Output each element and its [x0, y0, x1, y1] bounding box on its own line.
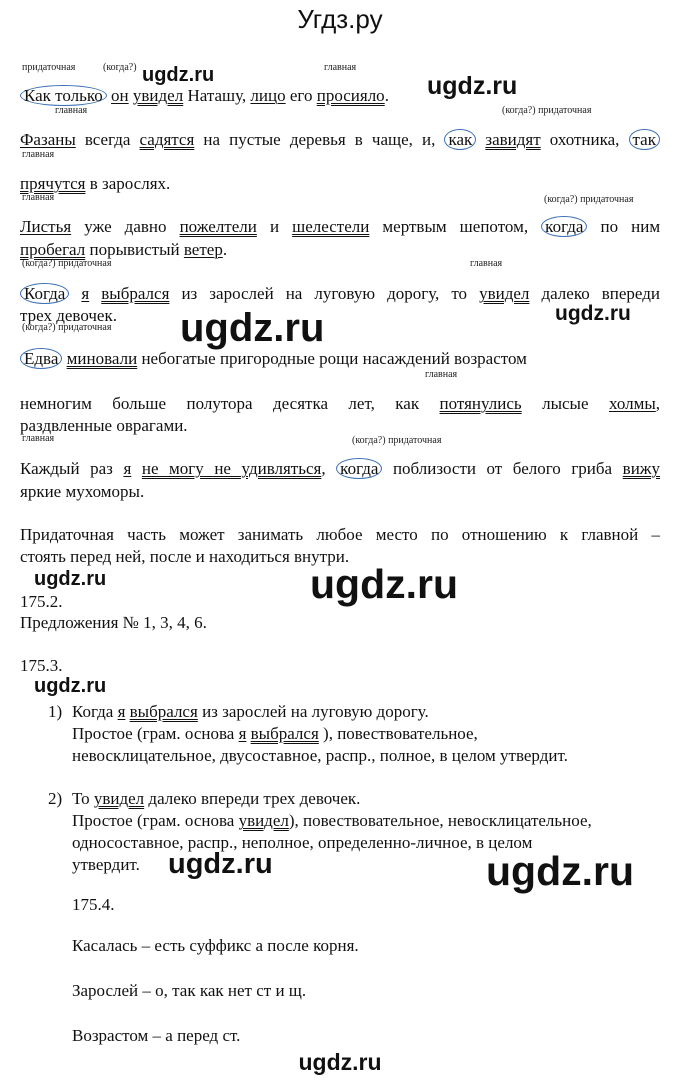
label-when-subordinate: (когда?) придаточная [22, 258, 112, 269]
conjunction-circled: Как только [20, 85, 107, 106]
conjunction-circled: как [444, 129, 476, 150]
subject: я [81, 284, 90, 303]
sentence-4-line-2: трех девочек. [20, 306, 117, 325]
text: поблизости от белого гриба [392, 459, 613, 478]
text: уже давно [84, 217, 167, 236]
sentence-2-line-1 [20, 130, 660, 150]
sentence-4-line-1 [20, 284, 660, 304]
section-175-4-line-1: Касалась – есть суффикс а после корня. [72, 936, 359, 955]
text: мертвым шепотом, [382, 217, 529, 236]
sentence-6-line-2: яркие мухоморы. [20, 482, 145, 501]
predicate: пробегал [20, 240, 86, 259]
predicate: увидел [238, 811, 289, 830]
sentence-5-line-3: раздвленные оврагами. [20, 416, 188, 435]
sentence-5-line-2 [20, 394, 660, 414]
subject: я [123, 459, 132, 478]
subject: лицо [250, 86, 286, 105]
predicate: увидел [93, 789, 145, 808]
label-when-subordinate: (когда?) придаточная [352, 435, 442, 446]
predicate: вижу [622, 459, 661, 478]
subject: я [117, 702, 126, 721]
conjunction-circled: когда [541, 216, 587, 237]
list-marker: 2) [48, 789, 63, 808]
predicate: шелестели [292, 217, 370, 236]
watermark: ugdz.ru [555, 302, 631, 325]
predicate: потянулись [439, 394, 522, 413]
label-when-subordinate: (когда?) придаточная [502, 105, 592, 116]
conclusion-line-1: Придаточная часть может занимать любое место по отношению к главной – [20, 525, 660, 544]
text: в зарослях. [89, 174, 171, 193]
text: всегда [84, 130, 131, 149]
item-2-line-1 [72, 789, 360, 809]
text: То [72, 789, 90, 808]
label-subordinate: придаточная [22, 62, 76, 73]
section-175-4-line-3: Возрастом – а перед ст. [72, 1026, 241, 1045]
watermark: ugdz.ru [486, 848, 635, 894]
conjunction-circled: Когда [20, 283, 69, 304]
text: Простое (грам. основа [72, 811, 235, 830]
text: . [222, 240, 228, 259]
predicate: выбрался [250, 724, 319, 743]
text: ), повествовательное, невосклицательное, [288, 811, 592, 830]
text: Каждый раз [20, 459, 113, 478]
watermark: ugdz.ru [310, 561, 459, 607]
conjunction-circled: так [629, 129, 660, 150]
subject: он [111, 86, 129, 105]
text: Когда [72, 702, 114, 721]
section-175-2-number: 175.2. [20, 592, 63, 611]
subject: ветер [183, 240, 223, 259]
subject: Фазаны [20, 130, 76, 149]
predicate: увидел [479, 284, 530, 303]
conjunction-circled: Едва [20, 348, 62, 369]
section-175-4-line-2: Зарослей – о, так как нет ст и щ. [72, 981, 307, 1000]
predicate: садятся [139, 130, 195, 149]
text: его [289, 86, 313, 105]
predicate: увидел [132, 86, 184, 105]
watermark: ugdz.ru [168, 848, 273, 880]
sentence-5-line-1 [20, 349, 527, 369]
predicate: пожелтели [179, 217, 257, 236]
text: , [321, 459, 326, 478]
text: лысые [542, 394, 589, 413]
text: и [269, 217, 280, 236]
section-175-2-text: Предложения № 1, 3, 4, 6. [20, 613, 207, 632]
label-when: (когда?) [103, 62, 137, 73]
predicate: не могу не удивляться [141, 459, 322, 478]
text: по ним [600, 217, 661, 236]
item-1-line-3: невосклицательное, двусоставное, распр., полное, в целом утвердит. [72, 746, 568, 765]
text: далеко впереди трех девочек. [148, 789, 361, 808]
label-main: главная [22, 192, 55, 203]
text: далеко впереди [541, 284, 661, 303]
watermark: ugdz.ru [34, 568, 107, 590]
label-main: главная [22, 433, 55, 444]
text: из зарослей на луговую дорогу, то [181, 284, 468, 303]
predicate: просияло [316, 86, 385, 105]
sentence-2-line-2 [20, 174, 170, 194]
subject: Листья [20, 217, 72, 236]
conjunction-circled: когда [336, 458, 382, 479]
text: ), повествовательное, [323, 724, 478, 743]
predicate: выбрался [129, 702, 198, 721]
label-main: главная [324, 62, 357, 73]
label-main: главная [470, 258, 503, 269]
label-main: главная [55, 105, 88, 116]
sentence-3-line-1 [20, 217, 660, 237]
predicate: прячутся [20, 174, 86, 193]
section-175-4-number: 175.4. [72, 895, 115, 914]
watermark: ugdz.ru [298, 1049, 382, 1075]
label-when-subordinate: (когда?) придаточная [544, 194, 634, 205]
watermark: ugdz.ru [180, 306, 325, 350]
text: Простое (грам. основа [72, 724, 235, 743]
subject: холмы [608, 394, 656, 413]
label-main: главная [425, 369, 458, 380]
text: из зарослей на луговую дорогу. [202, 702, 429, 721]
predicate: завидят [485, 130, 541, 149]
watermark: ugdz.ru [34, 675, 107, 697]
item-2-line-3: односоставное, распр., неполное, определенно-личное, в целом [72, 833, 533, 852]
label-when-subordinate: (когда?) придаточная [22, 322, 112, 333]
sentence-3-line-2 [20, 240, 227, 260]
predicate: миновали [66, 349, 138, 368]
text: Наташу, [187, 86, 247, 105]
item-2-line-4: утвердит. [72, 855, 140, 874]
text: , [655, 394, 661, 413]
text: на пустые деревья в чаще, и, [203, 130, 436, 149]
watermark: ugdz.ru [427, 72, 518, 100]
conclusion-line-2: стоять перед ней, после и находиться внутри. [20, 547, 350, 566]
watermark: ugdz.ru [142, 64, 215, 86]
item-2-line-2 [72, 811, 592, 831]
text: немногим больше полутора десятка лет, как [20, 394, 420, 413]
list-marker: 1) [48, 702, 63, 721]
sentence-6-line-1 [20, 459, 660, 479]
section-175-3-number: 175.3. [20, 656, 63, 675]
text: . [384, 86, 389, 105]
item-1-line-1 [72, 702, 429, 722]
site-title: Угдз.ру [297, 4, 383, 34]
sentence-1 [20, 86, 389, 106]
predicate: выбрался [101, 284, 170, 303]
text: порывистый [89, 240, 180, 259]
label-main: главная [22, 149, 55, 160]
item-1-line-2 [72, 724, 478, 744]
text: небогатые пригородные рощи насаждений возрастом [141, 349, 527, 368]
text: охотника, [549, 130, 620, 149]
subject: я [238, 724, 247, 743]
